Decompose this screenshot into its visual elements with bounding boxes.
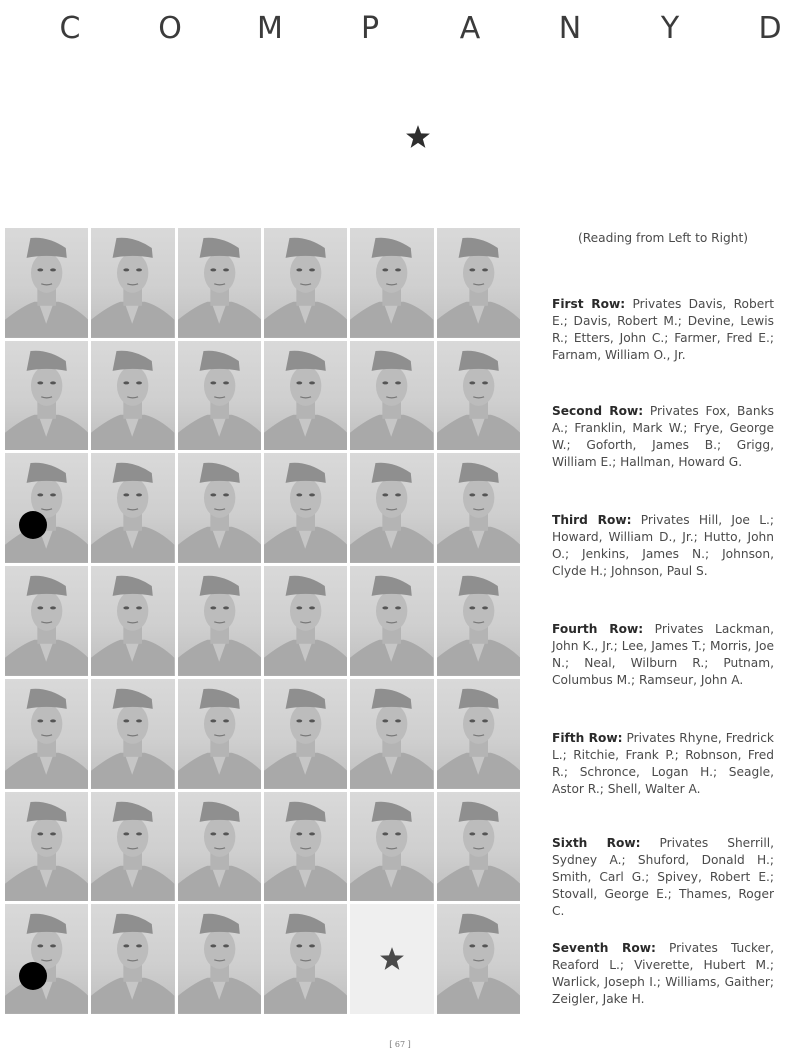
soldier-portrait-image xyxy=(264,792,347,902)
portrait-photo xyxy=(5,566,88,676)
soldier-portrait-image xyxy=(5,566,88,676)
portrait-photo xyxy=(437,228,520,338)
soldier-portrait-image xyxy=(91,566,174,676)
soldier-portrait-image xyxy=(5,904,88,1014)
memorial-star-cell xyxy=(350,904,433,1014)
soldier-portrait-image xyxy=(91,679,174,789)
row-caption-fifth xyxy=(552,730,774,798)
captions-column xyxy=(552,228,775,1006)
star-icon xyxy=(379,946,405,972)
soldier-portrait-image xyxy=(350,228,433,338)
soldier-portrait-image xyxy=(350,341,433,451)
soldier-portrait-image xyxy=(437,679,520,789)
portrait-photo xyxy=(437,341,520,451)
portrait-photo xyxy=(178,341,261,451)
soldier-portrait-image xyxy=(5,679,88,789)
row-names: Privates Lackman, John K., Jr.; Lee, James T.; Morris, Joe N.; Neal, Wilburn R.; Putnam, Columbus M.; Ramseur, John A. xyxy=(552,622,774,687)
portrait-photo xyxy=(437,679,520,789)
portrait-photo xyxy=(5,341,88,451)
portrait-photo xyxy=(264,453,347,563)
soldier-portrait-image xyxy=(350,453,433,563)
soldier-portrait-image xyxy=(350,679,433,789)
soldier-portrait-image xyxy=(91,904,174,1014)
soldier-portrait-image xyxy=(264,453,347,563)
portrait-photo xyxy=(264,341,347,451)
soldier-portrait-image xyxy=(178,341,261,451)
portrait-photo xyxy=(91,228,174,338)
soldier-portrait-image xyxy=(178,453,261,563)
soldier-portrait-image xyxy=(91,228,174,338)
portrait-photo xyxy=(350,341,433,451)
row-names: Privates Fox, Banks A.; Franklin, Mark W.; Frye, George W.; Goforth, James B.; Grigg, William E.; Hallman, Howard G. xyxy=(552,404,774,469)
soldier-portrait-image xyxy=(437,566,520,676)
title-letter: C xyxy=(59,10,81,46)
portrait-photo xyxy=(264,904,347,1014)
portrait-photo xyxy=(91,566,174,676)
portrait-photo xyxy=(264,228,347,338)
soldier-portrait-image xyxy=(178,679,261,789)
soldier-portrait-image xyxy=(91,341,174,451)
title-letter: Y xyxy=(660,10,680,46)
soldier-portrait-image xyxy=(437,904,520,1014)
title-letter: O xyxy=(158,10,182,46)
portrait-photo xyxy=(437,792,520,902)
page-title xyxy=(40,8,800,48)
portrait-photo xyxy=(5,792,88,902)
portrait-photo xyxy=(264,566,347,676)
portrait-photo xyxy=(178,228,261,338)
row-label: Fourth Row: xyxy=(552,622,644,636)
portrait-photo xyxy=(350,228,433,338)
soldier-portrait-image xyxy=(264,566,347,676)
soldier-portrait-image xyxy=(437,453,520,563)
portrait-photo xyxy=(5,679,88,789)
portrait-photo xyxy=(5,453,88,563)
row-caption-seventh xyxy=(552,940,774,1008)
soldier-portrait-image xyxy=(350,566,433,676)
portrait-photo xyxy=(350,679,433,789)
portrait-photo xyxy=(178,566,261,676)
portrait-photo xyxy=(91,792,174,902)
soldier-portrait-image xyxy=(5,453,88,563)
portrait-photo xyxy=(264,792,347,902)
soldier-portrait-image xyxy=(178,904,261,1014)
portrait-photo xyxy=(91,904,174,1014)
row-label: First Row: xyxy=(552,297,626,311)
title-letter: A xyxy=(459,10,481,46)
soldier-portrait-image xyxy=(91,453,174,563)
reading-note: (Reading from Left to Right) xyxy=(577,231,749,245)
portrait-photo xyxy=(178,904,261,1014)
row-names: Privates Davis, Robert E.; Davis, Robert M.; Devine, Lewis R.; Etters, John C.; Farmer, Fred E.; Farnam, William O., Jr. xyxy=(552,297,774,362)
portrait-photo xyxy=(437,566,520,676)
soldier-portrait-image xyxy=(178,228,261,338)
soldier-portrait-image xyxy=(264,341,347,451)
soldier-portrait-image xyxy=(437,341,520,451)
soldier-portrait-image xyxy=(5,228,88,338)
portrait-photo xyxy=(91,453,174,563)
row-label: Seventh Row: xyxy=(552,941,656,955)
soldier-portrait-image xyxy=(437,792,520,902)
soldier-portrait-image xyxy=(437,228,520,338)
row-names: Privates Hill, Joe L.; Howard, William D., Jr.; Hutto, John O.; Jenkins, James N.; Johnson, Clyde H.; Johnson, Paul S. xyxy=(552,513,774,578)
row-caption-second xyxy=(552,403,774,471)
soldier-portrait-image xyxy=(5,341,88,451)
soldier-portrait-image xyxy=(178,566,261,676)
portrait-photo xyxy=(5,228,88,338)
soldier-portrait-image xyxy=(5,792,88,902)
portrait-photo xyxy=(178,453,261,563)
portrait-photo xyxy=(350,453,433,563)
row-names: Privates Sherrill, Sydney A.; Shuford, Donald H.; Smith, Carl G.; Spivey, Robert E.; Stovall, George E.; Thames, Roger C. xyxy=(552,836,775,918)
soldier-portrait-image xyxy=(264,228,347,338)
title-letter: P xyxy=(360,10,380,46)
title-letter: N xyxy=(558,10,582,46)
row-label: Sixth Row: xyxy=(552,836,641,850)
soldier-portrait-image xyxy=(178,792,261,902)
row-caption-first xyxy=(552,296,774,364)
portrait-photo xyxy=(178,679,261,789)
portrait-photo xyxy=(350,566,433,676)
portrait-grid xyxy=(5,228,520,1014)
portrait-photo xyxy=(178,792,261,902)
title-letter: M xyxy=(257,10,283,46)
page-number: [ 67 ] xyxy=(389,1040,411,1049)
soldier-portrait-image xyxy=(350,792,433,902)
portrait-photo xyxy=(437,904,520,1014)
row-label: Third Row: xyxy=(552,513,632,527)
portrait-photo xyxy=(91,341,174,451)
portrait-photo xyxy=(91,679,174,789)
portrait-photo xyxy=(264,679,347,789)
row-label: Fifth Row: xyxy=(552,731,623,745)
row-label: Second Row: xyxy=(552,404,644,418)
row-names: Privates Tucker, Reaford L.; Viverette, Hubert M.; Warlick, Joseph I.; Williams, Gaither; Zeigler, Jake H. xyxy=(552,941,774,1006)
star-icon xyxy=(405,124,431,150)
portrait-photo xyxy=(5,904,88,1014)
portrait-photo xyxy=(437,453,520,563)
soldier-portrait-image xyxy=(264,679,347,789)
soldier-portrait-image xyxy=(91,792,174,902)
row-caption-fourth xyxy=(552,621,774,689)
row-caption-sixth xyxy=(552,835,774,920)
title-letter: D xyxy=(758,10,782,46)
row-caption-third xyxy=(552,512,774,580)
portrait-photo xyxy=(350,792,433,902)
soldier-portrait-image xyxy=(264,904,347,1014)
row-names: Privates Rhyne, Fredrick L.; Ritchie, Frank P.; Robnson, Fred R.; Schronce, Logan H.; Seagle, Astor R.; Shell, Walter A. xyxy=(552,731,774,796)
